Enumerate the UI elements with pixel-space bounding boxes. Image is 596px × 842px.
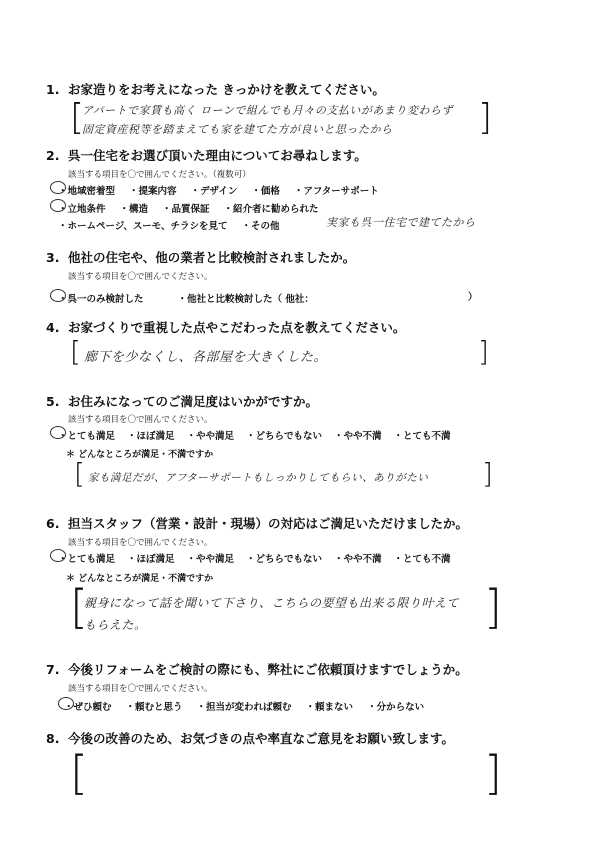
q6-bracket-open: [ (70, 580, 88, 634)
q6-option[interactable]: ・とても満足 (58, 554, 116, 565)
q5-hint: 該当する項目を〇で囲んでください。 (68, 415, 213, 425)
q3-options (58, 291, 328, 305)
q2-option[interactable]: ・提案内容 (129, 186, 177, 197)
q7-text: 今後リフォームをご検討の際にも、弊社にご依頼頂けますでしょうか。 (68, 662, 468, 677)
q8-title (46, 729, 454, 747)
q7-title (46, 660, 468, 678)
q8-text: 今後の改善のため、お気づきの点や率直なご意見をお願い致します。 (68, 731, 455, 746)
q5-option[interactable]: ・やや満足 (186, 431, 235, 442)
q3-number: 3. (46, 250, 60, 265)
q2-option[interactable]: ・デザイン (190, 186, 238, 197)
q2-option[interactable]: ・立地条件 (58, 204, 106, 215)
q3-close-paren: ） (468, 292, 478, 303)
q2-option[interactable]: ・ホームページ、スーモ、チラシを見て (58, 221, 228, 232)
q5-option[interactable]: ・とても不満 (393, 431, 451, 442)
q2-hint: 該当する項目を〇で囲んでください。（複数可） (68, 170, 251, 180)
q2-option[interactable]: ・地域密着型 (58, 186, 116, 197)
q5-number: 5. (46, 394, 60, 409)
q2-option[interactable]: ・アフターサポート (293, 186, 379, 197)
q3-option-compared[interactable]: ・他社と比較検討した（ 他社： (177, 294, 314, 305)
q4-answer: 廊下を少なくし、各部屋を大きくした。 (84, 350, 328, 365)
q2-options-row2 (58, 201, 333, 215)
q5-option[interactable]: ・ほぼ満足 (127, 431, 175, 442)
q5-options (58, 428, 450, 442)
q2-number: 2. (46, 148, 60, 163)
q1-bracket-close: ] (478, 97, 493, 138)
q4-bracket-open: [ (70, 335, 81, 368)
q1-number: 1. (46, 82, 60, 97)
q6-option[interactable]: ・やや満足 (186, 554, 235, 565)
q6-option[interactable]: ・どちらでもない (246, 554, 322, 565)
q7-hint: 該当する項目を〇で囲んでください。 (68, 684, 213, 694)
q1-bracket-open: [ (70, 97, 85, 138)
q3-title (46, 248, 355, 266)
q5-option[interactable]: ・やや不満 (333, 431, 382, 442)
q7-option[interactable]: ・分からない (367, 702, 425, 713)
q6-bracket-close: ] (484, 580, 502, 634)
q1-answer-line2: 固定資産税等を踏まえても家を建てた方が良いと思ったから (82, 123, 393, 136)
q4-bracket-close: ] (478, 335, 489, 368)
q5-option[interactable]: ・とても満足 (58, 431, 116, 442)
q5-title (46, 392, 318, 410)
q4-text: お家づくりで重視した点やこだわった点を教えてください。 (68, 320, 406, 335)
q6-option[interactable]: ・とても不満 (393, 554, 451, 565)
q1-text: お家造りをお考えになった きっかけを教えてください。 (68, 82, 385, 97)
q3-hint: 該当する項目を〇で囲んでください。 (68, 272, 213, 282)
q6-number: 6. (46, 516, 60, 531)
q5-answer: 家も満足だが、アフターサポートもしっかりしてもらい、ありがたい (88, 472, 429, 484)
q7-option[interactable]: ・頼まない (305, 702, 354, 713)
q2-option[interactable]: ・構造 (119, 204, 149, 215)
q2-title (46, 146, 367, 164)
q3-text: 他社の住宅や、他の業者と比較検討されましたか。 (68, 250, 356, 265)
q5-sub-prompt: ＊ どんなところが満足・不満ですか (66, 450, 214, 460)
q2-option[interactable]: ・その他 (241, 221, 280, 232)
q5-bracket-open: [ (74, 457, 85, 490)
q4-number: 4. (46, 320, 60, 335)
q7-number: 7. (46, 662, 60, 677)
q5-option[interactable]: ・どちらでもない (246, 431, 322, 442)
q6-title (46, 514, 468, 532)
q8-number: 8. (46, 731, 60, 746)
q2-options-row1 (58, 183, 393, 197)
q6-sub-prompt: ＊ どんなところが満足・不満ですか (66, 574, 214, 584)
q6-text: 担当スタッフ（営業・設計・現場）の対応はご満足いただけましたか。 (68, 516, 469, 531)
q2-option[interactable]: ・紹介者に勧められた (223, 204, 319, 215)
q6-option[interactable]: ・やや不満 (333, 554, 382, 565)
q2-options-row3 (58, 218, 286, 232)
q6-option[interactable]: ・ほぼ満足 (127, 554, 175, 565)
q7-option[interactable]: ・担当が変われば頼む (196, 702, 292, 713)
q3-option-only-kureichi[interactable]: ・呉一のみ検討した (58, 294, 144, 305)
q7-options (64, 699, 438, 713)
q2-text: 呉一住宅をお選び頂いた理由についてお尋ねします。 (68, 148, 367, 163)
q6-answer-line2: もらえた。 (84, 618, 147, 632)
q2-option[interactable]: ・価格 (251, 186, 280, 197)
q5-text: お住みになってのご満足度はいかがですか。 (68, 394, 319, 409)
q1-answer-line1: アパートで家賃も高く ローンで組んでも月々の支払いがあまり変わらず (82, 104, 453, 117)
q2-other-answer: 実家も呉一住宅で建てたから (326, 216, 476, 229)
q6-hint: 該当する項目を〇で囲んでください。 (68, 538, 213, 548)
q1-title (46, 80, 385, 98)
q5-bracket-close: ] (482, 457, 493, 490)
q8-bracket-close: ] (484, 746, 502, 800)
q7-option[interactable]: ・頼むと思う (125, 702, 183, 713)
q2-option[interactable]: ・品質保証 (162, 204, 210, 215)
q4-title (46, 318, 405, 336)
q6-answer-line1: 親身になって話を聞いて下さり、こちらの要望も出来る限り叶えて (84, 596, 460, 610)
q6-options (58, 551, 450, 565)
q7-option[interactable]: ・ぜひ頼む (64, 702, 112, 713)
q8-bracket-open: [ (70, 746, 88, 800)
